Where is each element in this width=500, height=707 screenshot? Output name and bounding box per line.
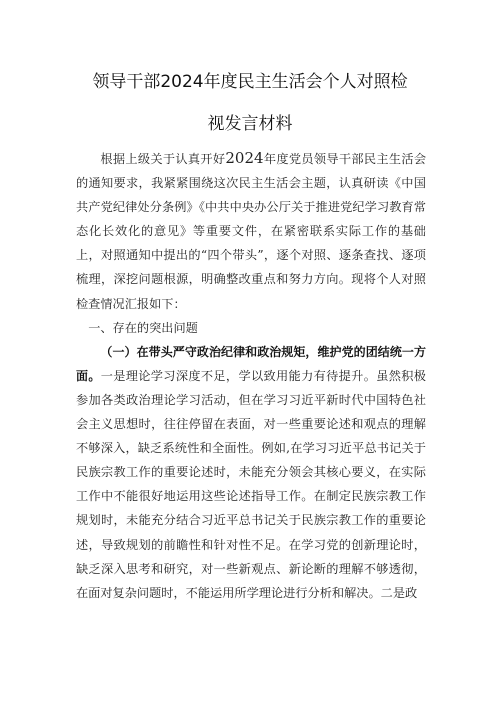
document-body [76,146,426,605]
intro-year: 2024 [225,149,264,167]
section-1-heading: 一、存在的突出问题 [88,320,198,335]
document-title-line-1: 领导干部2024年度民主生活会个人对照检 [92,72,408,92]
intro-text-b: 年度党员领导干部民主生活会的通知要求，我紧紧围绕这次民主生活会主题，认真研读《中国共产党纪律处分条例》《中共中央办公厅关于推进党纪学习教育常态化长效化的意见》等重要文件，在紧密联系实际工作的基础上，对照通知中提出的“四个带头”，逐个对照、逐条查找、逐项梳理，深挖问题根源，明确整改重点和努力方向。现将个人对照检查情况汇报如下： [76,152,427,311]
intro-paragraph [76,146,426,316]
subsection-paragraph [76,340,426,605]
subsection-1-heading: （一）在带头严守政治纪律和政治规矩，维护党的团结统一方面。 [76,344,426,383]
subsection-1-body: 一是理论学习深度不足，学以致用能力有待提升。虽然积极参加各类政治理论学习活动，但在学习习近平新时代中国特色社会主义思想时，往往停留在表面，对一些重要论述和观点的理解不够深入，缺乏系统性和全面性。例如,在学习习近平总书记关于民族宗教工作的重要论述时，未能充分领会其核心要义，在实际工作中不能很好地运用这些论述指导工作。在制定民族宗教工作规划时，未能充分结合习近平总书记关于民族宗教工作的重要论述，导致规划的前瞻性和针对性不足。在学习党的创新理论时，缺乏深入思考和研究，对一些新观点、新论断的理解不够透彻，在面对复杂问题时，不能运用所学理论进行分析和解决。二是政 [76,368,426,600]
section-heading [76,316,426,340]
document-title-line-2: 视发言材料 [207,114,293,134]
intro-text-a: 根据上级关于认真开好 [100,152,226,166]
